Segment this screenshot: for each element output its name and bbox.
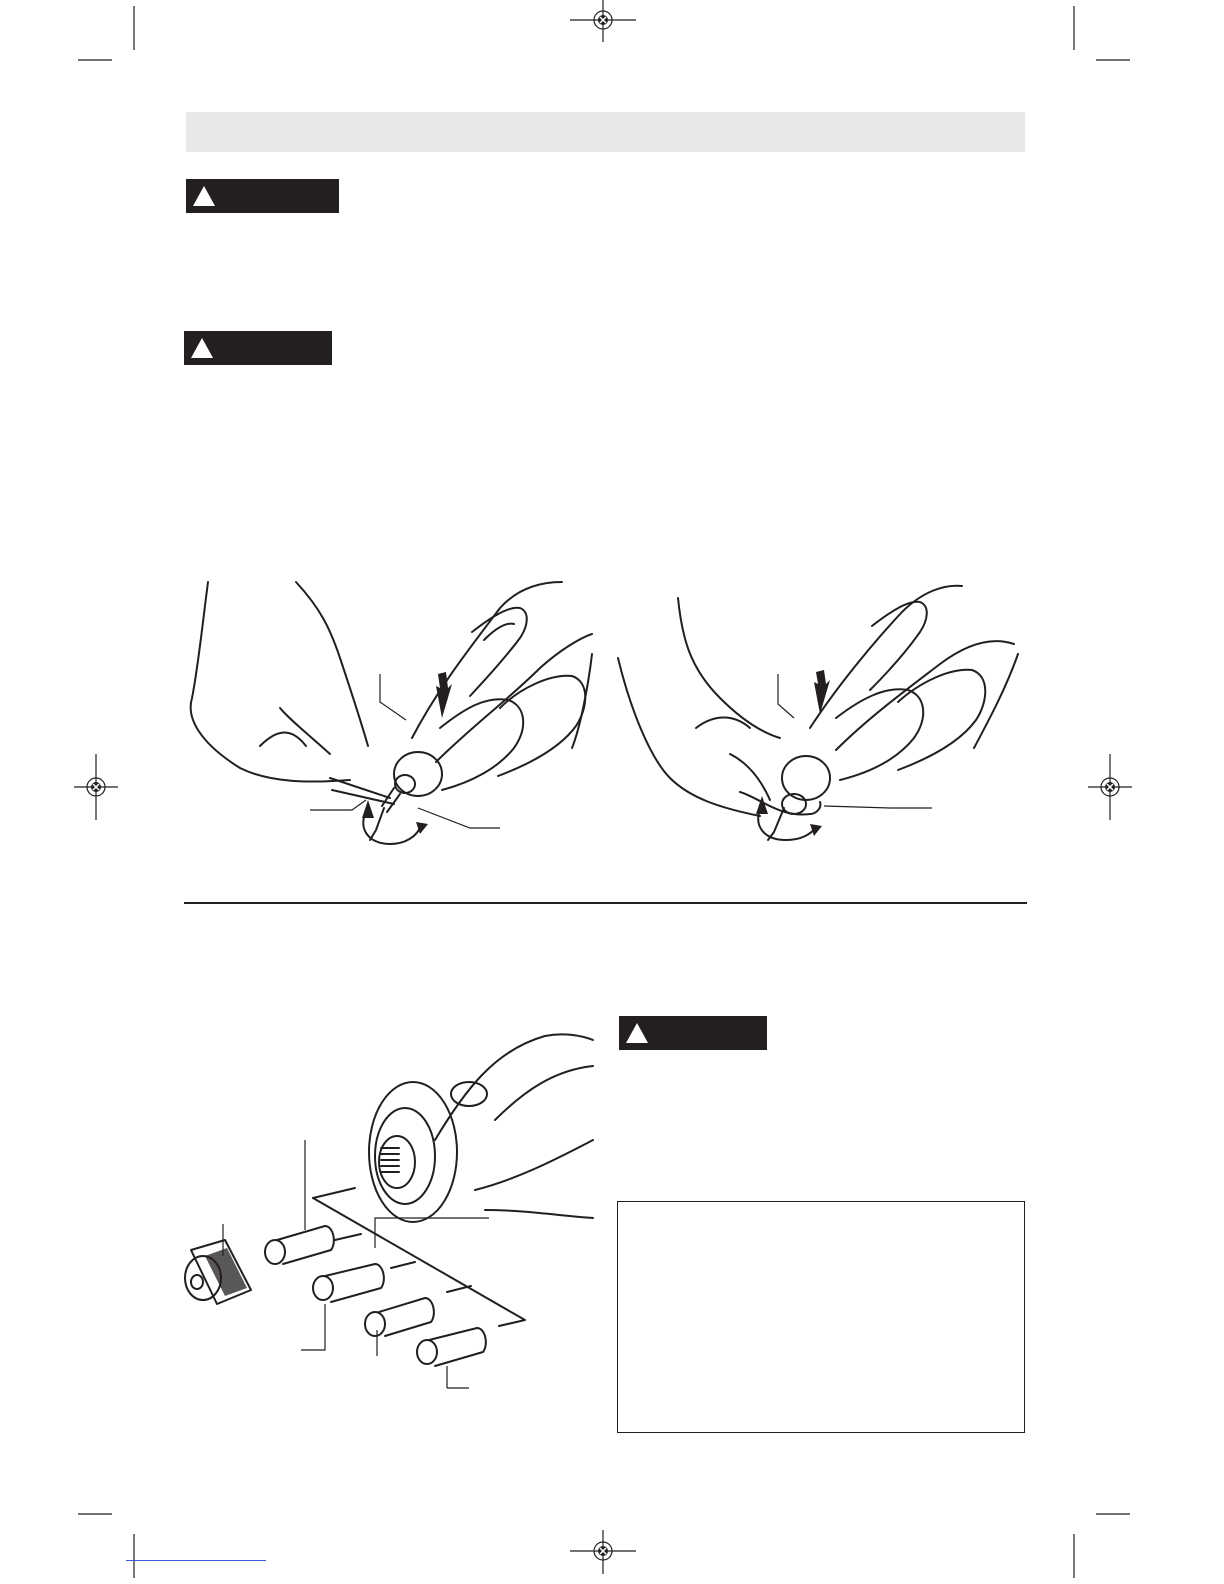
collet-nut-loosening-right-illustration [610,578,1030,848]
warning-label-3 [619,1016,767,1050]
warning-label-1 [186,179,339,213]
note-box [617,1201,1025,1433]
collet-nut-loosening-left-illustration [180,578,600,848]
section-divider [184,902,1027,904]
warning-triangle-icon [192,185,216,207]
warning-triangle-icon [190,337,214,359]
warning-triangle-icon [625,1022,649,1044]
warning-label-2 [184,331,332,365]
section-header-band [186,112,1025,152]
collet-assortment-illustration [165,1030,597,1400]
footer-link-underline [126,1560,266,1561]
